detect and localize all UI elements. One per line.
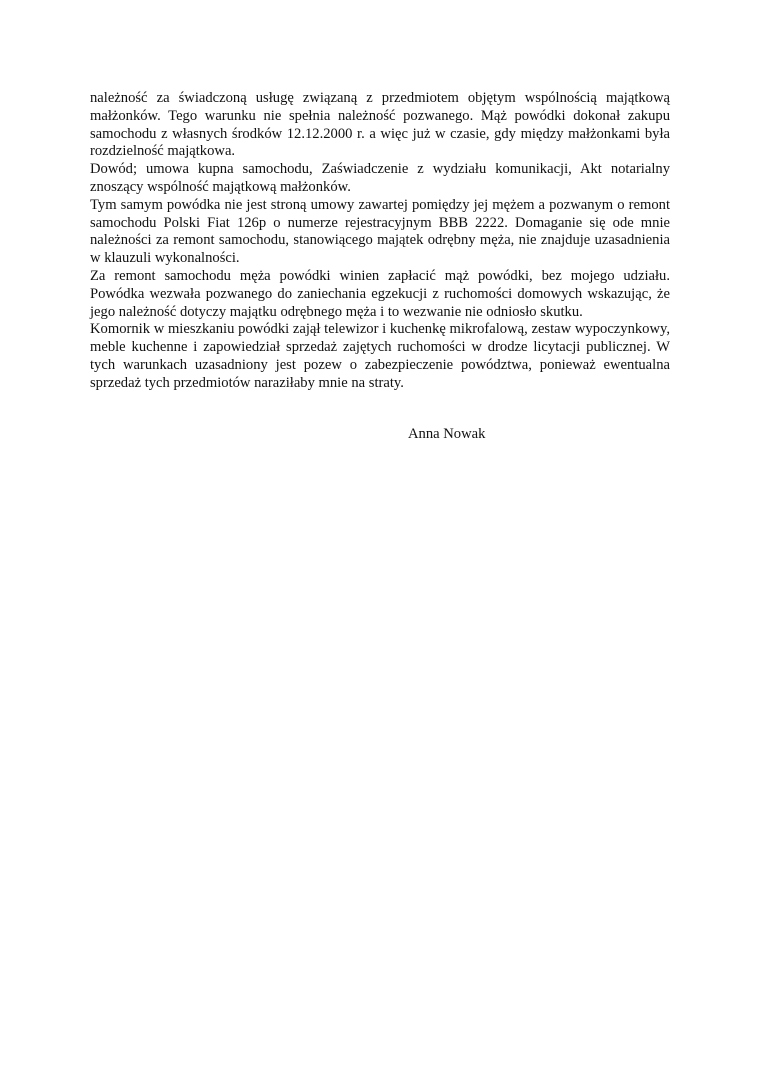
paragraph-bailiff-seizure: Komornik w mieszkaniu powódki zajął telewizor i kuchenkę mikrofalową, zestaw wypoczynkowy, meble kuchenne i zapowiedział sprzedaż zajętych ruchomości w drodze licytacji publicznej. W tych warunkach uzasadniony jest pozew o zabezpieczenie powództwa, ponieważ ewentualna sprzedaż tych przedmiotów naraziłaby mnie na straty. <box>90 321 670 391</box>
paragraph-property-claim: należność za świadczoną usługę związaną z przedmiotem objętym wspólnością majątkową małżonków. Tego warunku nie spełnia należność pozwanego. Mąż powódki dokonał zakupu samochodu z własnych środków 12.12.2000 r. a więc już w czasie, gdy między małżonkami była rozdzielność majątkowa. <box>90 90 670 160</box>
paragraph-contract-party: Tym samym powódka nie jest stroną umowy zawartej pomiędzy jej mężem a pozwanym o remont samochodu Polski Fiat 126p o numerze rejestracyjnym BBB 2222. Domaganie się ode mnie należności za remont samochodu, stanowiącego majątek odrębny męża, nie znajduje uzasadnienia w klauzuli wykonalności. <box>90 196 670 267</box>
paragraph-evidence: Dowód; umowa kupna samochodu, Zaświadczenie z wydziału komunikacji, Akt notarialny znoszący wspólność majątkową małżonków. <box>90 161 670 195</box>
paragraph-payment-obligation: Za remont samochodu męża powódki winien zapłacić mąż powódki, bez mojego udziału. Powódka wezwała pozwanego do zaniechania egzekucji z ruchomości domowych wskazując, że jego należność dotyczy majątku odrębnego męża i to wezwanie nie odniosło skutku. <box>90 267 670 320</box>
document-body <box>90 90 670 393</box>
signature-name: Anna Nowak <box>408 426 486 442</box>
